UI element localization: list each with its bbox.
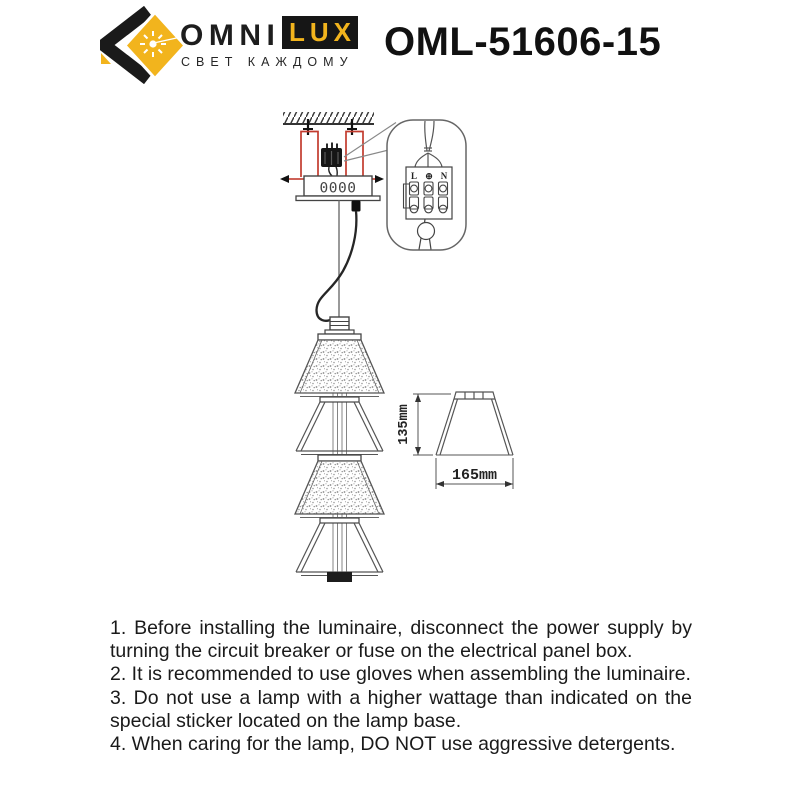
brand-lux-box <box>282 16 358 49</box>
mounting-bracket-left <box>301 132 318 178</box>
shade-plate <box>318 334 361 340</box>
shade-cone-2 <box>296 397 383 455</box>
omnilux-logo-icon <box>100 6 192 84</box>
dim-width-label: 165mm <box>451 467 498 484</box>
dim-height-label: 135mm <box>397 404 412 445</box>
wiring-detail-callout <box>387 120 466 250</box>
terminal-connector-icon <box>321 143 342 177</box>
instructions-list <box>110 617 692 756</box>
ceiling-hatch <box>283 112 374 124</box>
terminal-label-live: L <box>410 171 418 181</box>
ceiling-canopy <box>296 176 380 201</box>
instruction-item-4: 4. When caring for the lamp, DO NOT use aggressive detergents. <box>110 733 676 756</box>
dimension-drawing <box>397 392 513 489</box>
shade-cone-4 <box>296 518 383 576</box>
cable-plug <box>352 201 361 212</box>
terminal-label-neutral: N <box>440 171 448 181</box>
brand-lux-label: LUX <box>289 17 356 47</box>
model-number: OML-51606-15 <box>384 20 662 64</box>
expansion-arrow-right <box>372 175 384 183</box>
installation-diagram <box>0 105 800 615</box>
shade-cone-1 <box>295 340 384 397</box>
instruction-item-2: 2. It is recommended to use gloves when assembling the luminaire. <box>110 663 691 686</box>
instruction-item-1: 1. Before installing the luminaire, disconnect the power supply by turning the circuit breaker or fuse on the electrical panel box. <box>110 617 692 663</box>
power-cable <box>317 211 357 321</box>
canopy-holes-label: 0000 <box>319 180 357 197</box>
instruction-item-3: 3. Do not use a lamp with a higher wattage than indicated on the special sticker located on the lamp base. <box>110 686 692 732</box>
shade-cone-3 <box>295 461 384 518</box>
header <box>0 0 800 100</box>
pendant-lamp <box>295 317 384 582</box>
terminal-block <box>404 167 453 219</box>
brand-tagline: СВЕТ КАЖДОМУ <box>181 55 354 69</box>
brand-name: OMNI <box>180 19 281 52</box>
terminal-label-earth: ⊕ <box>425 171 433 181</box>
lamp-bottom-cap <box>327 572 352 582</box>
lamp-cap <box>325 317 354 334</box>
shade-plate <box>318 455 361 461</box>
